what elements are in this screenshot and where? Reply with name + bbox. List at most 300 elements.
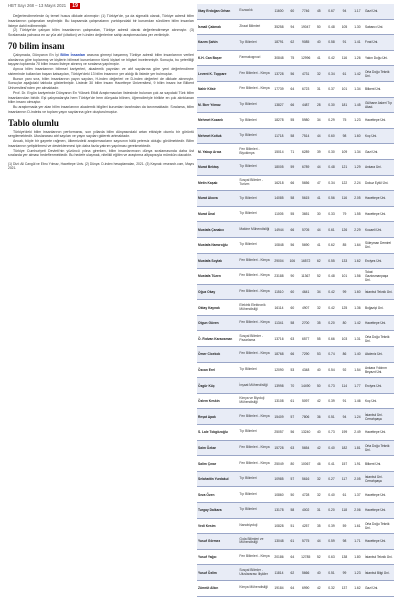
d-index: 2.24 (351, 175, 364, 191)
h-index: 66 (286, 347, 299, 363)
field: Kimya Mühendisliği (238, 580, 272, 596)
publications: 117 (338, 471, 351, 487)
h-index-2: 35 (313, 315, 325, 331)
publications: 157 (338, 456, 351, 472)
h-index-2: 42 (313, 393, 325, 409)
h-index: 62 (286, 35, 299, 51)
citations: 10860 (272, 487, 286, 503)
h-index-2: 53 (313, 347, 325, 363)
paragraph: Bu araştırmada yer alan bilim insanlarının akademik bilgileri kurumları tarafından da tanınmaktadır. Sıralama, bilim insanlarının D-indeks ve toplam yayın sayılarına göre oluşturulmuştur. (8, 105, 194, 114)
citations: 18768 (272, 347, 286, 363)
text-run: Çalışmada, Dünyanın En İyi (13, 52, 61, 57)
d-index: 2.05 (351, 471, 364, 487)
university: Koç Üni. (364, 128, 394, 144)
citations: 15728 (272, 440, 286, 456)
field: Tıp Bilimleri (238, 487, 272, 503)
h-index: 75 (286, 50, 299, 66)
section-heading: Tablo olumlu (8, 117, 59, 128)
h-index: 58 (286, 503, 299, 519)
citations-2: 6289 (299, 144, 313, 160)
paragraph: Bunun yanı sıra, bilim insanlarının yayın sayıları, H-index değerleri ve D-index değerleri de dikkate alınmıştır. Sonuçlar aşağıdaki tabloda gösterilmiştir. Listede 30 bilim insanı Hacettepe Üniversitesi, 9 bilim insanı ise Bilkent Üniversitesi'nden yer almaktadır. (8, 76, 194, 90)
publications: 181 (338, 97, 351, 113)
h-index: 61 (286, 393, 299, 409)
paragraph (8, 53, 194, 67)
university: Hacettepe Üni. (364, 315, 394, 331)
h-index: 56 (286, 66, 299, 82)
h-index: 57 (286, 409, 299, 425)
scientist-name: Yusuf Özlim (197, 565, 238, 581)
article-body (8, 14, 194, 171)
h-index: 60 (286, 4, 299, 19)
scientist-name: Yusuf Görmez (197, 534, 238, 550)
citations: 19184 (272, 580, 286, 596)
h-index-2: 34 (313, 284, 325, 300)
citations: 18278 (272, 113, 286, 129)
table-row (197, 518, 394, 534)
scientist-name: M. Yakup Arıca (197, 144, 238, 160)
publications: 103 (338, 331, 351, 347)
citations-2: 4002 (299, 503, 313, 519)
section-heading: 70 bilim insanı (8, 40, 65, 51)
highlight-text: Bilim İnsanları (60, 52, 86, 57)
field: Fen Bilimleri - Kimya (238, 409, 272, 425)
citations: 35258 (272, 19, 286, 35)
d-index: 1.46 (351, 393, 364, 409)
field: Tıp Bilimleri (238, 35, 272, 51)
d-index: 1.62 (351, 580, 364, 596)
ratio: 0.59 (325, 534, 338, 550)
citations-2: 4641 (299, 284, 313, 300)
citations-2: 5775 (299, 534, 313, 550)
paragraph: Türkiye'deki bilim insanlarının performansı, son yıllarda bilim dünyasındaki artan etkisiyle olumlu bir görüntü sergilemektedir. Uluslararası atıf sayıları ve yayın sayıları giderek artmaktadır. (8, 129, 194, 139)
publications: 59 (338, 518, 351, 534)
citations-2: 12996 (299, 50, 313, 66)
citations-2: 12785 (299, 549, 313, 565)
table-row (197, 284, 394, 300)
h-index: 80 (286, 456, 299, 472)
d-index: 1.45 (351, 97, 364, 113)
d-index: 1.34 (351, 81, 364, 97)
table-row (197, 66, 394, 82)
h-index-2: 50 (313, 19, 325, 35)
ratio: 0.20 (325, 315, 338, 331)
d-index: 2.06 (351, 503, 364, 519)
scientist-name: S. Lale Tokgözoğlu (197, 425, 238, 441)
table-row (197, 175, 394, 191)
ratio: 0.34 (325, 175, 338, 191)
h-index-2: 44 (313, 534, 325, 550)
publications: 75 (338, 113, 351, 129)
citations: 16114 (272, 300, 286, 316)
citations-2: 2700 (299, 315, 313, 331)
d-index: 1.81 (351, 440, 364, 456)
citations-2: 13240 (299, 425, 313, 441)
ratio: 0.37 (325, 81, 338, 97)
paragraph: Ayrıca bilim insanlarının bilimsel kariyerleri, akademik yayınları ve atıf sayılarına göre yeni değerlendirme sisteminde kullanılan başarı katsayıları, Türkiye'deki 13 bilim insanının yer aldığı ilk listede yer bulmuştur. (8, 67, 194, 76)
ratio: 0.48 (325, 269, 338, 285)
university: Ankara Yıldırım Beyazıt Üni. (364, 362, 394, 378)
field: Fen Bilimleri - Kimya (238, 253, 272, 269)
page-header (8, 3, 208, 9)
publications: 116 (338, 50, 351, 66)
citations-2: 16572 (299, 253, 313, 269)
h-index-2: 32 (313, 66, 325, 82)
citations: 11510 (272, 284, 286, 300)
university: Hacettepe Üni. (364, 206, 394, 222)
citations: 18005 (272, 159, 286, 175)
h-index: 71 (286, 144, 299, 160)
publications: 105 (338, 19, 351, 35)
h-index: 59 (286, 159, 299, 175)
citations-2: 10067 (299, 456, 313, 472)
h-index-2: 32 (313, 300, 325, 316)
scientist-name: Murat Akova (197, 191, 238, 207)
d-index: 1.37 (351, 487, 364, 503)
table-row (197, 331, 394, 347)
table-row (197, 315, 394, 331)
table-row (197, 50, 394, 66)
publications: 94 (338, 4, 351, 19)
d-index: 1.42 (351, 315, 364, 331)
publications: 101 (338, 269, 351, 285)
citations-2: 14490 (299, 378, 313, 394)
field: Tıp Bilimleri (238, 503, 272, 519)
d-index: 1.41 (351, 35, 364, 51)
d-index: 1.17 (351, 4, 364, 19)
citations: 14944 (272, 222, 286, 238)
h-index-2: 52 (313, 549, 325, 565)
h-index-2: 41 (313, 237, 325, 253)
field: Ziraat Bilimleri (238, 19, 272, 35)
field: Eczacılık (238, 4, 272, 19)
ratio: 0.60 (325, 128, 338, 144)
table-row (197, 4, 394, 19)
university: İstanbul Üni. Cerrahpaşa (364, 471, 394, 487)
scientist-name: Kazım Şahin (197, 35, 238, 51)
publications: 94 (338, 409, 351, 425)
citations: 13827 (272, 97, 286, 113)
scientist-name: Ömer Cicekok (197, 347, 238, 363)
d-index: 1.29 (351, 159, 364, 175)
scientist-name: Oğuz Okay (197, 284, 238, 300)
field: Fen Bilimleri - Biyokimya (238, 144, 272, 160)
university: İstanbul Üni. Cerrahpaşa (364, 409, 394, 425)
h-index: 64 (286, 580, 299, 596)
field: Fen Bilimleri - Kimya (238, 81, 272, 97)
citations: 11341 (272, 315, 286, 331)
scientist-name: Saim Özkar (197, 440, 238, 456)
field: Tıp Bilimleri (238, 206, 272, 222)
h-index: 50 (286, 487, 299, 503)
table-row (197, 206, 394, 222)
citations-2: 4257 (299, 518, 313, 534)
ratio: 0.42 (325, 300, 338, 316)
scientist-name: İsmail Çakmak (197, 19, 238, 35)
field: Fen Bilimleri - Kimya (238, 347, 272, 363)
citations: 10828 (272, 518, 286, 534)
publications: 137 (338, 580, 351, 596)
table-row (197, 269, 394, 285)
h-index: 66 (286, 222, 299, 238)
h-index: 66 (286, 175, 299, 191)
ratio: 0.33 (325, 206, 338, 222)
ratio: 0.51 (325, 409, 338, 425)
university: Yakın Doğu Üni. (364, 50, 394, 66)
d-index: 1.31 (351, 331, 364, 347)
scientist-name: Özlem Keskin (197, 393, 238, 409)
d-index: 1.24 (351, 409, 364, 425)
page-number: 19 (72, 3, 78, 9)
citations-2: 3651 (299, 206, 313, 222)
h-index: 90 (286, 269, 299, 285)
ratio: 0.66 (325, 331, 338, 347)
citations-2: 7514 (299, 128, 313, 144)
d-index: 1.77 (351, 378, 364, 394)
h-index-2: 42 (313, 580, 325, 596)
h-index: 58 (286, 128, 299, 144)
h-index-2: 39 (313, 144, 325, 160)
paragraph: (2) Türkiye'de çalışan bilim insanlarının çalışmaları, Türkiye adresli olarak değerlendirmeye alınmıştır. (3) Sıralamada yalnızca en az yüz atıf (citation) ve h-index değerlerine sahip araştırmacılara yer verilmiştir. (8, 28, 194, 37)
h-index-2: 62 (313, 253, 325, 269)
table-row (197, 580, 394, 596)
publications: 125 (338, 300, 351, 316)
university: Ankara Üni. (364, 159, 394, 175)
h-index: 62 (286, 565, 299, 581)
university: Hacettepe Üni. (364, 191, 394, 207)
citations: 10848 (272, 237, 286, 253)
university: Hacettepe Üni. (364, 503, 394, 519)
ratio: 0.27 (325, 471, 338, 487)
field: Tıp Bilimleri (238, 191, 272, 207)
citations: 16218 (272, 175, 286, 191)
scientist-name: K.H. Can Başer (197, 50, 238, 66)
d-index: 1.23 (351, 113, 364, 129)
citations: 14085 (272, 191, 286, 207)
ratio: 0.42 (325, 284, 338, 300)
university: Orta Doğu Teknik Üni. (364, 331, 394, 347)
scientist-name: Ö. Rıdvan Karaosman (197, 331, 238, 347)
citations: 18791 (272, 35, 286, 51)
ratio: 0.63 (325, 549, 338, 565)
citations-2: 4348 (299, 362, 313, 378)
university: Gazi Üni. (364, 4, 394, 19)
ratio: 0.34 (325, 66, 338, 82)
citations: 11600 (272, 4, 286, 19)
scientist-name: Levent K. Toppare (197, 66, 238, 82)
university: Koç Üni. (364, 393, 394, 409)
citations-2: 4731 (299, 66, 313, 82)
scientist-name: Nahir Kitsir (197, 81, 238, 97)
d-index: 1.71 (351, 534, 364, 550)
citations: 11718 (272, 128, 286, 144)
d-index: 1.56 (351, 269, 364, 285)
table-row (197, 440, 394, 456)
scientist-name: Yusuf Yağcı (197, 549, 238, 565)
ratio: 0.32 (325, 580, 338, 596)
publications: 116 (338, 191, 351, 207)
scientist-name: Seza Özen (197, 487, 238, 503)
table-row (197, 409, 394, 425)
scientist-name: Mustafa Çanakcı (197, 222, 238, 238)
publications: 133 (338, 253, 351, 269)
citations: 10985 (272, 471, 286, 487)
d-index: 1.36 (351, 300, 364, 316)
university: Boğaziçi Üni. (364, 300, 394, 316)
field: Fen Bilimleri - Kimya (238, 315, 272, 331)
publications: 92 (338, 362, 351, 378)
citations-2: 6577 (299, 331, 313, 347)
h-index-2: 44 (313, 128, 325, 144)
paragraph: Türkiye Cumhuriyeti Devleti'nin yüzüncü yılına girerken, bilim insanlarımızın dünya sıralamasında daha üst sıralarda yer alması hedeflenmektedir. Bu hedefe ulaşmak, nitelikli eğitim ve araştırma altyapısıyla mümkün olacaktır. (8, 148, 194, 158)
citations-2: 6789 (299, 159, 313, 175)
field: Tıp Bilimleri (238, 97, 272, 113)
h-index-2: 52 (313, 269, 325, 285)
table-row (197, 549, 394, 565)
ratio: 0.39 (325, 393, 338, 409)
ratio: 0.73 (325, 425, 338, 441)
ratio: 0.30 (325, 144, 338, 160)
table-row (197, 300, 394, 316)
h-index: 63 (286, 331, 299, 347)
d-index: 1.62 (351, 253, 364, 269)
h-index: 64 (286, 549, 299, 565)
university: Gazi Üni. (364, 580, 394, 596)
publications: 121 (338, 159, 351, 175)
h-index: 58 (286, 315, 299, 331)
table-row (197, 81, 394, 97)
citations: 15014 (272, 144, 286, 160)
citations: 17739 (272, 81, 286, 97)
table-row (197, 19, 394, 35)
citations-2: 5615 (299, 191, 313, 207)
h-index: 61 (286, 534, 299, 550)
table-row (197, 237, 394, 253)
h-index: 60 (286, 284, 299, 300)
publications: 98 (338, 128, 351, 144)
citations: 13108 (272, 393, 286, 409)
citations-2: 19047 (299, 19, 313, 35)
field: İnşaat Mühendisliği (238, 378, 272, 394)
citations-2: 7290 (299, 347, 313, 363)
university: Gazi Üni. (364, 144, 394, 160)
d-index: 1.26 (351, 50, 364, 66)
h-index-2: 34 (313, 113, 325, 129)
d-index: 2.29 (351, 222, 364, 238)
publications: 80 (338, 315, 351, 331)
university: Erciyes Üni. (364, 253, 394, 269)
h-index-2: 32 (313, 471, 325, 487)
publications: 91 (338, 35, 351, 51)
university: Orta Doğu Teknik Üni. (364, 440, 394, 456)
h-index: 51 (286, 518, 299, 534)
ratio: 0.54 (325, 362, 338, 378)
ratio: 0.29 (325, 113, 338, 129)
ratio: 0.48 (325, 19, 338, 35)
d-index: 2.05 (351, 191, 364, 207)
d-index: 1.40 (351, 347, 364, 363)
citations: 25049 (272, 456, 286, 472)
scientist-table (197, 4, 394, 597)
paragraph: Prof. Dr. Ergün kariyerinde Dünyanın En Yüksek Etkili Araştırmacıları listesinde bulunan çok az sayıdaki Türk bilim insanlarından biridir. Eşi çalışmalarıyla hem Türkiye'de hem dünyada bilinen, öğrencileriyle birlikte en çok alıntılanan bilim insanı olmuştur. (8, 90, 194, 105)
h-index: 70 (286, 378, 299, 394)
publications: 91 (338, 393, 351, 409)
table-row (197, 456, 394, 472)
citations: 30848 (272, 50, 286, 66)
d-index: 1.54 (351, 362, 364, 378)
field: Fen Bilimleri - Kimya (238, 549, 272, 565)
scientist-name: Zümrüt Alkın (197, 580, 238, 596)
university: Bilkent Üni. (364, 456, 394, 472)
scientist-name: Murat Ünal (197, 206, 238, 222)
d-index: 1.61 (351, 518, 364, 534)
paragraph: Ancak, böyle bir gayrete rağmen, ülkemizdeki araştırmacıların sayısının hâlâ yetersiz olduğu görülmektedir. Bilim insanlarının yetiştirilmesi ve desteklenmesi için daha fazla yatırım yapılması gerekmektedir. (8, 139, 194, 148)
d-index: 1.23 (351, 565, 364, 581)
publications: 114 (338, 378, 351, 394)
footnotes: (1) Dizi: Ali Cangül ve Ebru Yılmaz, Hacettepe Univ. (2) Dünya: D-index hesaplamaları, 2021. (3) Kaynak: research.com, Mayıs 2021. (8, 162, 194, 171)
university: Akdeniz Üni. (364, 347, 394, 363)
d-index: 1.34 (351, 144, 364, 160)
citations-2: 6990 (299, 580, 313, 596)
h-index: 106 (286, 253, 299, 269)
citations-2: 5690 (299, 237, 313, 253)
table-row (197, 393, 394, 409)
h-index-2: 31 (313, 503, 325, 519)
citations-2: 4728 (299, 487, 313, 503)
ratio: 0.55 (325, 253, 338, 269)
h-index: 94 (286, 19, 299, 35)
ratio: 0.51 (325, 565, 338, 581)
citations-2: 5616 (299, 471, 313, 487)
university: Fırat Üni. (364, 35, 394, 51)
scientist-name: Özgür Küç (197, 378, 238, 394)
table-row (197, 503, 394, 519)
scientist-name: Oktay Kaynak (197, 300, 238, 316)
university: Erciyes Üni. (364, 378, 394, 394)
university: Hacettepe Üni. (364, 113, 394, 129)
citations: 13728 (272, 66, 286, 82)
h-index-2: 32 (313, 487, 325, 503)
h-index-2: 40 (313, 565, 325, 581)
scientist-name: Selahattin Yurdakul (197, 471, 238, 487)
university: Orta Doğu Teknik Üni. (364, 518, 394, 534)
h-index-2: 41 (313, 191, 325, 207)
h-index-2: 31 (313, 81, 325, 97)
field: Farmakognozi (238, 50, 272, 66)
h-index-2: 44 (313, 159, 325, 175)
university: Sabancı Üni. (364, 19, 394, 35)
publications: 138 (338, 549, 351, 565)
table-row (197, 534, 394, 550)
ratio: 0.40 (325, 487, 338, 503)
table-row (197, 97, 394, 113)
university: Hacettepe Üni. (364, 534, 394, 550)
citations: 13048 (272, 534, 286, 550)
citations: 23188 (272, 269, 286, 285)
header-text: HBT Sayı 268 – 13 Mayıs 2021 (8, 3, 67, 8)
scientist-name: Vedi Kesim (197, 518, 238, 534)
field: Sosyal Bilimler - Pazarlama (238, 331, 272, 347)
ratio: 0.48 (325, 159, 338, 175)
publications: 99 (338, 565, 351, 581)
university: Tokat Gaziosmanpaşa Üni. (364, 269, 394, 285)
scientist-name: Mustafa Soylak (197, 253, 238, 269)
h-index-2: 35 (313, 518, 325, 534)
h-index-2: 40 (313, 425, 325, 441)
d-index: 1.42 (351, 66, 364, 82)
publications: 126 (338, 222, 351, 238)
ratio: 0.40 (325, 440, 338, 456)
university: Orta Doğu Teknik Üni. (364, 66, 394, 82)
